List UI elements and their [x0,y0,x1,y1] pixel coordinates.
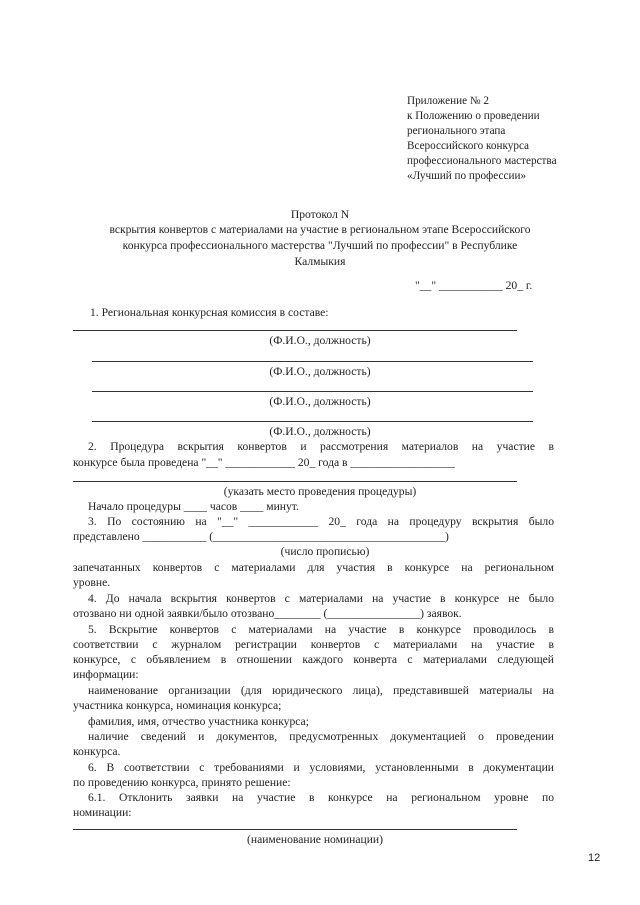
place-caption: (указать место проведения процедуры) [223,485,417,498]
section-3-line: представлено ___________ (________________________________________) [73,530,449,543]
protocol-title-line: конкурса профессионального мастерства "Лучший по профессии" в Республике [122,239,518,252]
appendix-header [407,94,557,184]
appendix-line: Приложение № 2 [407,95,489,107]
section-5-bullet: наличие сведений и документов, предусмотренных документацией о проведении [88,730,554,743]
protocol-heading: Протокол N [290,208,350,221]
protocol-title-line: вскрытия конвертов с материалами на участие в региональном этапе Всероссийского [109,223,531,236]
section-1-heading: 1. Региональная конкурсная комиссия в составе: [90,306,329,319]
section-5-line: соответствии с журналом регистрации конвертов с материалами на участие в [73,638,554,651]
section-5-line: информации: [73,668,139,681]
section-4-line: 4. До начала вскрытия конвертов с материалами на участие в конкурсе не было [88,592,554,605]
page-number: 12 [588,852,601,864]
section-6-line: 6. В соответствии с требованиями и условиями, установленными в документации [88,761,554,774]
start-time-line: Начало процедуры ____ часов ____ минут. [88,500,299,513]
number-caption: (число прописью) [280,545,370,558]
commission-caption: (Ф.И.О., должность) [269,395,371,408]
signature-line [73,330,517,331]
section-3-line: запечатанных конвертов с материалами для участия в конкурсе на региональном [73,561,554,574]
section-5-bullet: фамилия, имя, отчество участника конкурса; [88,715,309,728]
section-2-line: 2. Процедура вскрытия конвертов и рассмотрения материалов на участие в [88,440,554,453]
commission-caption: (Ф.И.О., должность) [269,365,371,378]
protocol-title-line: Калмыкия [294,255,346,268]
appendix-line: «Лучший по профессии» [407,170,527,182]
section-3-line: 3. По состоянию на "__" ____________ 20_ года на процедуру вскрытия было [88,515,554,528]
appendix-line: Всероссийского конкурса [407,140,530,152]
signature-line [92,421,533,422]
signature-line [92,391,533,392]
section-2-line: конкурсе была проведена "__" ____________ 20_ года в __________________ [73,456,455,469]
section-5-bullet: наименование организации (для юридического лица), представившей материалы на [88,684,554,697]
section-5-bullet: конкурса. [73,745,121,758]
section-5-bullet: участника конкурса, номинация конкурса; [73,699,282,712]
section-6-1-line: 6.1. Отклонить заявки на участие в конкурсе на региональном уровне по [88,791,554,804]
section-5-line: конкурсе, с объявлением в отношении каждого конверта с материалами следующей [73,653,554,666]
nomination-line [73,829,517,830]
appendix-line: к Положению о проведении [407,110,540,122]
section-6-line: по проведению конкурса, принято решение: [73,776,291,789]
section-6-1-line: номинации: [73,806,132,819]
appendix-line: регионального этапа [407,125,506,137]
section-5-line: 5. Вскрытие конвертов с материалами на участие в конкурсе проводилось в [88,623,554,636]
commission-caption: (Ф.И.О., должность) [269,425,371,438]
date-line: "__" ___________ 20_ г. [415,279,533,292]
section-3-line: уровне. [73,576,111,589]
signature-line [92,361,533,362]
blank-line [73,481,517,482]
section-4-line: отозвано ни одной заявки/было отозвано________ (________________) заявок. [73,607,462,620]
nomination-caption: (наименование номинации) [247,833,383,846]
commission-caption: (Ф.И.О., должность) [269,334,371,347]
appendix-line: профессионального мастерства [407,155,557,167]
